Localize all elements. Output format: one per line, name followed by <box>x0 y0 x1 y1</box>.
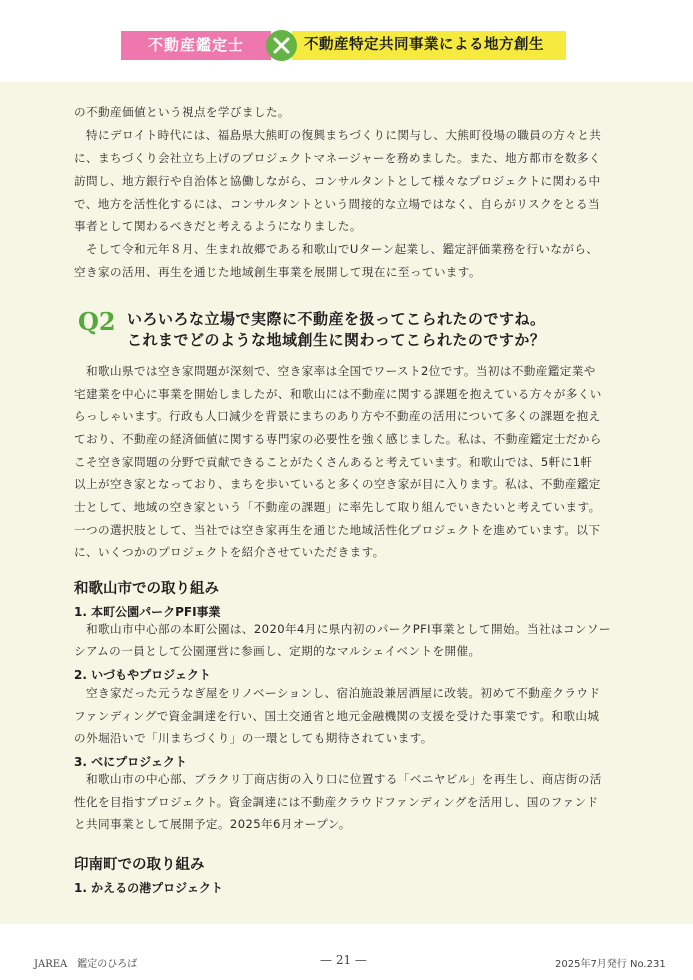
answer-line: らっしゃいます。行政も人口減少を背景にまちのあり方や不動産の活用について多くの課題を抱え <box>74 409 601 423</box>
project-title: 2. いづもやプロジェクト <box>74 668 211 682</box>
page-footer <box>0 924 693 980</box>
header-tag-topic: 不動産特定共同事業による地方創生 <box>292 31 566 60</box>
project-line: シアムの一員として公園運営に参画し、定期的なマルシェイベントを開催。 <box>74 644 481 658</box>
answer-line: 一つの選択肢として、当社では空き家再生を通じた地域活性化プロジェクトを進めています。以下 <box>74 523 601 537</box>
intro-line: 空き家の活用、再生を通じた地域創生事業を展開して現在に至っています。 <box>74 265 481 279</box>
answer-line: ており、不動産の経済価値に関する専門家の必要性を強く感じました。私は、不動産鑑定士だから <box>74 432 602 446</box>
intro-line: で、地方を活性化するには、コンサルタントという間接的な立場ではなく、自らがリスクをとる当 <box>74 197 600 211</box>
intro-line: 訪問し、地方銀行や自治体と協働しながら、コンサルタントとして様々なプロジェクトに関わる中 <box>74 174 601 188</box>
question-line-2: これまでどのような地域創生に関わってこられたのですか？ <box>127 331 546 349</box>
answer-line: 以上が空き家となっており、まちを歩いていると多くの空き家が目に入ります。私は、不動産鑑定 <box>74 477 601 491</box>
page-number: — 21 — <box>320 953 367 967</box>
intro-line: 特にデロイト時代には、福島県大熊町の復興まちづくりに関与し、大熊町役場の職員の方々と共 <box>74 128 602 142</box>
intro-line: 事者として関わるべきだと考えるようになりました。 <box>74 219 362 233</box>
answer-line: 宅建業を中心に事業を開始しましたが、和歌山には不動産に関する課題を抱えている方々が多くい <box>74 387 602 401</box>
answer-line: 和歌山県では空き家問題が深刻で、空き家率は全国でワースト2位です。当初は不動産鑑定業や <box>74 364 596 378</box>
footer-issue: 2025年7月発行 No.231 <box>555 959 666 970</box>
project-line: 和歌山市の中心部、ブラクリ丁商店街の入り口に位置する「ベニヤビル」を再生し、商店街の活 <box>74 772 602 786</box>
page-header <box>0 0 693 82</box>
project-line: ファンディングで資金調達を行い、国土交通省と地元金融機関の支援を受けた事業です。和歌山城 <box>74 709 600 723</box>
intro-line: の不動産価値という視点を学びました。 <box>74 105 290 119</box>
question-line-1: いろいろな立場で実際に不動産を扱ってこられたのですね。 <box>127 310 546 328</box>
project-line: 性化を目指すプロジェクト。資金調達には不動産クラウドファンディングを活用し、国のファンド <box>74 795 599 809</box>
project-line: と共同事業として展開予定。2025年6月オープン。 <box>74 817 351 831</box>
footer-publication: JAREA 鑑定のひろば <box>34 959 138 970</box>
answer-line: こそ空き家問題の分野で貢献できることがたくさんあると考えています。和歌山では、5軒に1軒 <box>74 455 593 469</box>
header-tag-appraiser: 不動産鑑定士 <box>121 31 271 60</box>
project-title: 3. べにプロジェクト <box>74 755 187 769</box>
project-line: の外堀沿いで「川まちづくり」の一環としても期待されています。 <box>74 731 433 745</box>
project-title: 1. かえるの港プロジェクト <box>74 881 223 895</box>
cross-icon <box>266 30 297 61</box>
section-heading-wakayama: 和歌山市での取り組み <box>74 581 219 597</box>
answer-line: に、いくつかのプロジェクトを紹介させていただきます。 <box>74 545 385 559</box>
project-line: 空き家だった元うなぎ屋をリノベーションし、宿泊施設兼居酒屋に改装。初めて不動産クラウド <box>74 686 601 700</box>
answer-line: 士として、地域の空き家という「不動産の課題」に率先して取り組んでいきたいと考えています。 <box>74 500 601 514</box>
question-number: Q2 <box>78 307 116 336</box>
intro-line: そして令和元年８月、生まれ故郷である和歌山でUターン起業し、鑑定評価業務を行いながら、 <box>74 242 599 256</box>
project-line: 和歌山市中心部の本町公園は、2020年4月に県内初のパークPFI事業として開始。当社はコンソー <box>74 622 611 636</box>
section-heading-innami: 印南町での取り組み <box>74 857 205 873</box>
question-title <box>127 309 627 351</box>
project-title: 1. 本町公園パークPFI事業 <box>74 605 221 619</box>
intro-line: に、まちづくり会社立ち上げのプロジェクトマネージャーを務めました。また、地方都市を数多く <box>74 151 601 165</box>
